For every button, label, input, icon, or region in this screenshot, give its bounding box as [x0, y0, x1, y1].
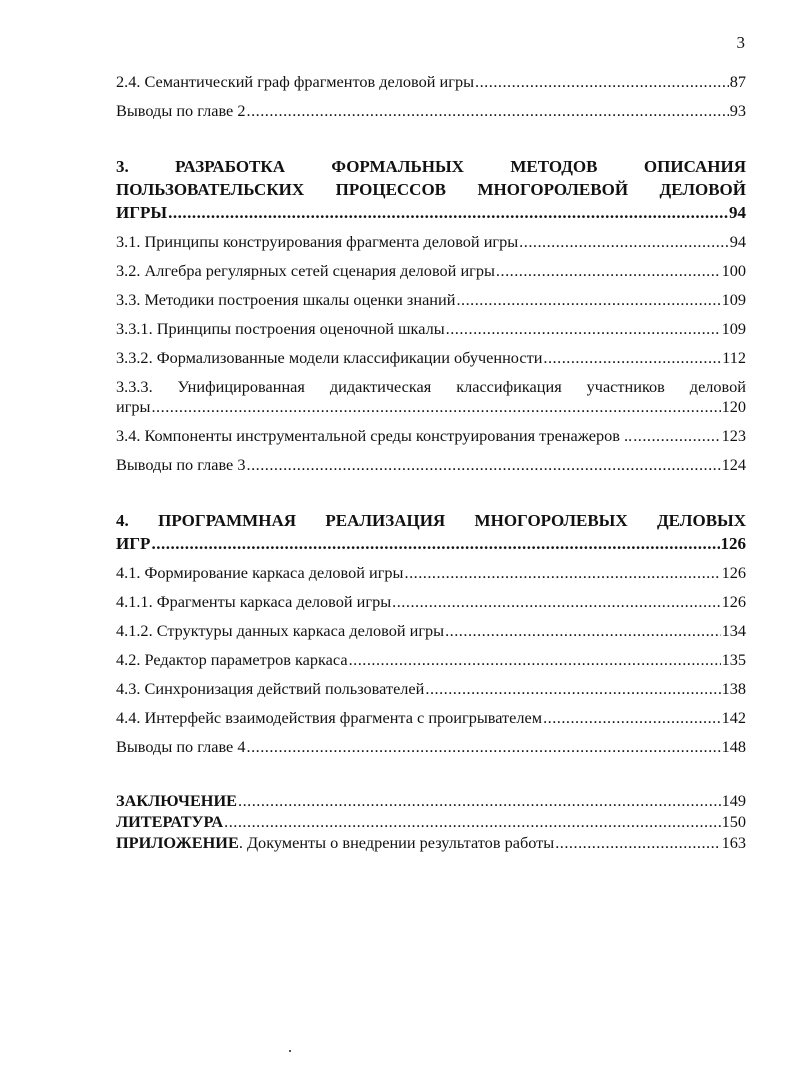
toc-entry-4-1-2[interactable] [116, 621, 746, 641]
page-number: 3 [736, 33, 745, 52]
toc-entry-conclusions-4[interactable] [116, 737, 746, 757]
dot-leader [543, 348, 721, 368]
dot-leader [519, 232, 729, 252]
dot-leader [475, 72, 729, 92]
toc-entry-title: Выводы по главе 3 [116, 455, 246, 474]
toc-entry-page: 163 [721, 833, 746, 852]
toc-entry-title: Выводы по главе 2 [116, 101, 246, 120]
toc-entry-title: 4.3. Синхронизация действий пользователей [116, 679, 425, 698]
toc-entry-4-1-1[interactable] [116, 592, 746, 612]
toc-entry-literature[interactable] [116, 812, 746, 832]
dot-leader [247, 455, 721, 475]
toc-entry-title: 4.1. Формирование каркаса деловой игры [116, 563, 404, 582]
toc-entry-page: 124 [721, 455, 746, 474]
toc-entry-page: 126 [721, 592, 746, 611]
toc-entry-title: Выводы по главе 4 [116, 737, 246, 756]
dot-leader [392, 592, 720, 612]
toc-entry-page: 126 [721, 563, 746, 582]
dot-leader [543, 708, 721, 728]
chapter-heading-line: ИГР [116, 534, 151, 553]
toc-entry-title-cont: игры [116, 397, 151, 416]
dot-leader [456, 290, 720, 310]
toc-entry-title: 3.3. Методики построения шкалы оценки знаний [116, 290, 456, 309]
toc-entry-title: ЛИТЕРАТУРА [116, 812, 224, 831]
toc-entry-page: 112 [722, 348, 746, 367]
toc-entry-page: 100 [721, 261, 746, 280]
toc-chapter-3[interactable] [116, 155, 746, 224]
dot-leader [238, 791, 721, 811]
toc-entry-3-3-2[interactable] [116, 348, 746, 368]
toc-entry-page: 120 [721, 397, 746, 416]
toc-entry-conclusions-2[interactable] [116, 101, 746, 121]
dot-leader [446, 319, 721, 339]
toc-entry-title: 4.1.2. Структуры данных каркаса деловой игры [116, 621, 445, 640]
dot-leader [247, 101, 729, 121]
toc-entry-title: 4.4. Интерфейс взаимодействия фрагмента с проигрывателем [116, 708, 543, 727]
toc-entry-page: 93 [729, 101, 746, 120]
toc-entry-page: 138 [721, 679, 746, 698]
toc-chapter-4[interactable] [116, 509, 746, 555]
dot-leader [168, 201, 728, 224]
dot-leader [555, 833, 720, 853]
chapter-heading-line: 4. ПРОГРАММНАЯ РЕАЛИЗАЦИЯ МНОГОРОЛЕВЫХ ДЕЛОВЫХ [116, 511, 746, 530]
toc-back-matter [116, 791, 746, 853]
dot-leader [151, 397, 720, 417]
toc-entry-page: 94 [729, 232, 746, 251]
toc-entry-3-4[interactable] [116, 426, 746, 446]
toc-entry-title: 3.4. Компоненты инструментальной среды конструирования тренажеров .. [116, 426, 633, 445]
appendix-description: . Документы о внедрении результатов работы [238, 833, 555, 852]
toc-entry-4-3[interactable] [116, 679, 746, 699]
dot-leader [445, 621, 720, 641]
table-of-contents [116, 72, 746, 854]
toc-entry-4-4[interactable] [116, 708, 746, 728]
toc-entry-4-2[interactable] [116, 650, 746, 670]
toc-entry-conclusions-3[interactable] [116, 455, 746, 475]
toc-entry-3-3-3[interactable] [116, 377, 746, 417]
toc-entry-title: 4.2. Редактор параметров каркаса [116, 650, 348, 669]
toc-entry-page: 109 [721, 290, 746, 309]
chapter-heading-line: 3. РАЗРАБОТКА ФОРМАЛЬНЫХ МЕТОДОВ ОПИСАНИЯ [116, 157, 746, 176]
dot-leader [633, 426, 720, 446]
toc-entry-title: 3.3.3. Унифицированная дидактическая классификация участников деловой [116, 377, 746, 396]
appendix-label: ПРИЛОЖЕНИЕ [116, 833, 239, 852]
dot-leader [425, 679, 720, 699]
toc-entry-page: 150 [721, 812, 746, 831]
toc-entry-page: 123 [721, 426, 746, 445]
toc-entry-conclusion[interactable] [116, 791, 746, 811]
dot-leader [247, 737, 721, 757]
toc-entry-page: 109 [721, 319, 746, 338]
toc-entry-page: 142 [721, 708, 746, 727]
toc-entry-title: 3.2. Алгебра регулярных сетей сценария деловой игры [116, 261, 495, 280]
chapter-heading-line: ИГРЫ [116, 203, 168, 222]
toc-entry-title: 3.1. Принципы конструирования фрагмента деловой игры [116, 232, 519, 251]
chapter-heading-line: ПОЛЬЗОВАТЕЛЬСКИХ ПРОЦЕССОВ МНОГОРОЛЕВОЙ ДЕЛОВОЙ [116, 180, 746, 199]
dot-leader [405, 563, 721, 583]
scan-speck [289, 1050, 291, 1052]
toc-entry-3-1[interactable] [116, 232, 746, 252]
toc-entry-3-2[interactable] [116, 261, 746, 281]
toc-entry-page: 126 [720, 534, 746, 553]
toc-entry-4-1[interactable] [116, 563, 746, 583]
toc-entry-title: 4.1.1. Фрагменты каркаса деловой игры [116, 592, 392, 611]
toc-entry-title: 3.3.2. Формализованные модели классификации обученности [116, 348, 543, 367]
toc-entry-title [116, 833, 554, 853]
toc-entry-page: 149 [721, 791, 746, 810]
toc-entry-page: 87 [729, 72, 746, 91]
toc-entry-page: 134 [721, 621, 746, 640]
dot-leader [496, 261, 721, 281]
dot-leader [151, 532, 719, 555]
toc-entry-3-3[interactable] [116, 290, 746, 310]
toc-entry-title: 3.3.1. Принципы построения оценочной шкалы [116, 319, 445, 338]
toc-entry-title: 2.4. Семантический граф фрагментов деловой игры [116, 72, 475, 91]
dot-leader [224, 812, 720, 832]
toc-entry-page: 148 [721, 737, 746, 756]
toc-entry-page: 94 [729, 203, 746, 222]
toc-entry-appendix[interactable] [116, 833, 746, 853]
toc-entry-page: 135 [721, 650, 746, 669]
toc-entry-3-3-1[interactable] [116, 319, 746, 339]
toc-entry-title: ЗАКЛЮЧЕНИЕ [116, 791, 237, 810]
dot-leader [349, 650, 721, 670]
toc-entry-2-4[interactable] [116, 72, 746, 92]
